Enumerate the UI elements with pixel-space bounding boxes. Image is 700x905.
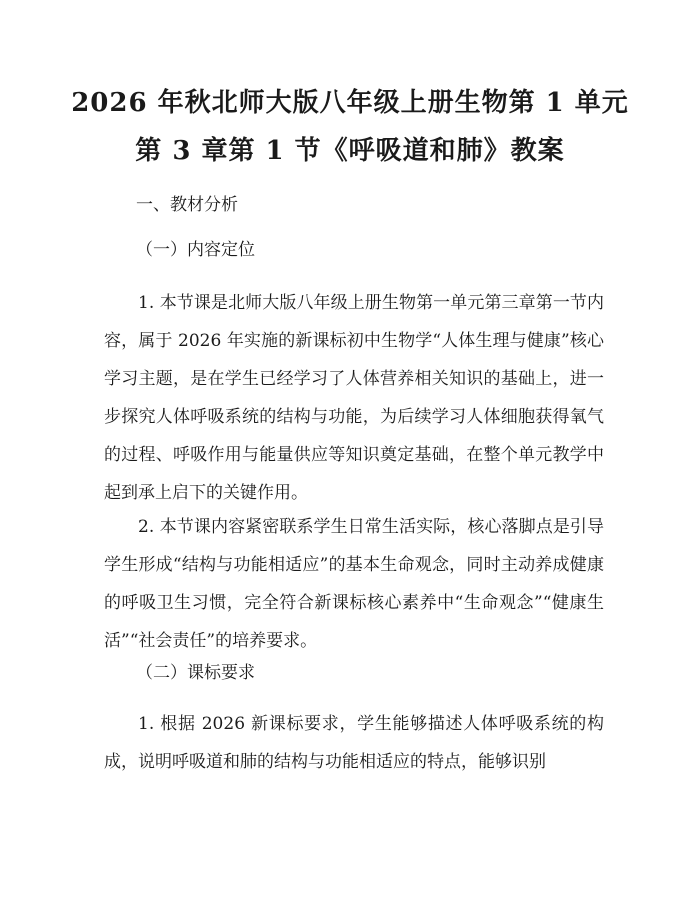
document-title-line-1: 2026 年秋北师大版八年级上册生物第 1 单元 xyxy=(71,88,629,118)
paragraph-curriculum-requirements-1: 1. 根据 2026 新课标要求，学生能够描述人体呼吸系统的构成，说明呼吸道和肺的结构与功能相适应的特点，能够识别 xyxy=(104,714,604,772)
paragraph-content-positioning-1: 1. 本节课是北师大版八年级上册生物第一单元第三章第一节内容，属于 2026 年实施的新课标初中生物学“人体生理与健康”核心学习主题，是在学生已经学习了人体营养相关知识的基础上，进一步探究人体呼吸系统的结构与功能，为后续学习人体细胞获得氧气的过程、呼吸作用与能量供应等知识奠定基础，在整个单元教学中起到承上启下的关键作用。 xyxy=(104,293,604,503)
section-heading-textbook-analysis: 一、教材分析 xyxy=(136,195,238,215)
subsection-heading-content-positioning: （一）内容定位 xyxy=(136,240,255,260)
subsection-heading-curriculum-requirements: （二）课标要求 xyxy=(136,663,255,683)
document-title-line-2: 第 3 章第 1 节《呼吸道和肺》教案 xyxy=(135,136,565,166)
paragraph-content-positioning-2: 2. 本节课内容紧密联系学生日常生活实际，核心落脚点是引导学生形成“结构与功能相适应”的基本生命观念，同时主动养成健康的呼吸卫生习惯，完全符合新课标核心素养中“生命观念”“健康生活”“社会责任”的培养要求。 xyxy=(104,517,604,651)
